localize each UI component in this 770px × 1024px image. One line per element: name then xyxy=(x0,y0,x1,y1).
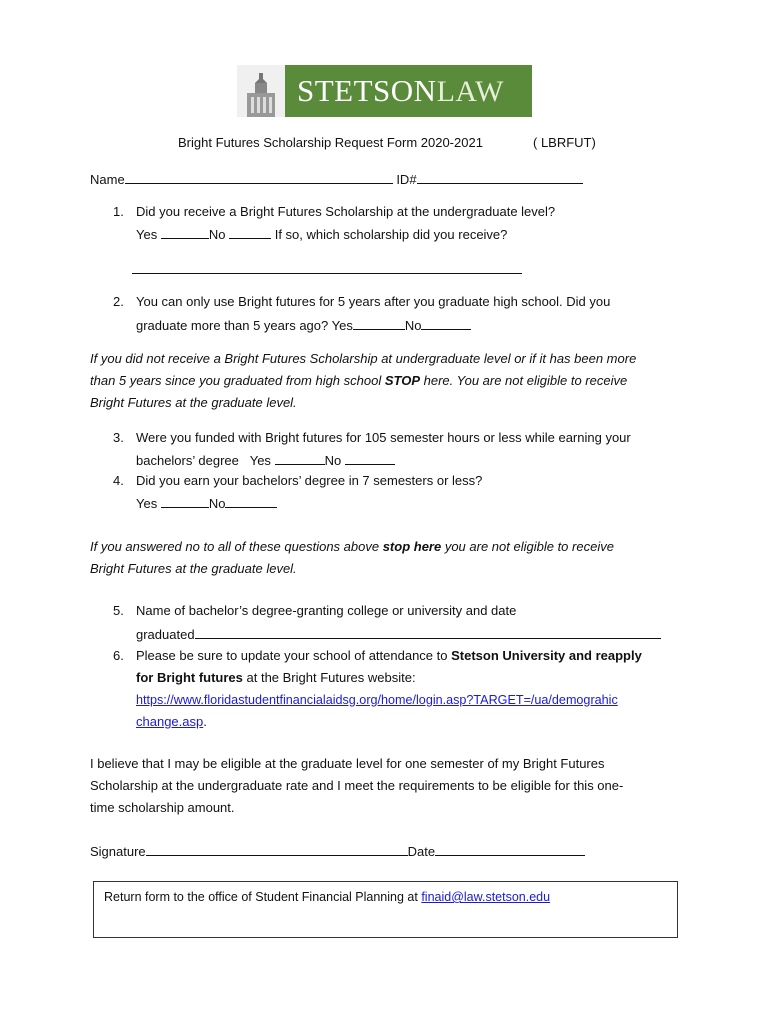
notice2-line1-post: you are not eligible to receive xyxy=(441,539,614,554)
signature-row xyxy=(90,843,585,860)
q3-answer-row xyxy=(136,452,395,469)
q6-line1-pre: Please be sure to update your school of attendance to xyxy=(136,648,452,663)
signature-field[interactable] xyxy=(146,843,408,856)
notice1-line3: Bright Futures at the graduate level. xyxy=(90,395,297,410)
q1-answer-row xyxy=(136,226,507,243)
q2-answer-row xyxy=(136,317,471,334)
q5-number: 5. xyxy=(113,603,124,618)
q2-yes-field[interactable] xyxy=(353,317,405,330)
notice1-line2 xyxy=(90,373,627,389)
statement-line1: I believe that I may be eligible at the graduate level for one semester of my Bright Futures xyxy=(90,756,605,771)
q1-no-field[interactable] xyxy=(229,226,271,239)
q6-line1 xyxy=(136,648,642,664)
id-label: ID# xyxy=(396,172,417,187)
q5-answer-row xyxy=(136,626,661,643)
notice2-stop-here: stop here xyxy=(382,539,442,554)
q1-yes-field[interactable] xyxy=(161,226,209,239)
q6-line1-bold: Stetson University and reapply xyxy=(451,648,642,663)
return-text-label: Return form to the office of Student Financial Planning at xyxy=(104,890,422,904)
q5-line2: graduated xyxy=(136,627,195,642)
notice1-line1: If you did not receive a Bright Futures Scholarship at undergraduate level or if it has been more xyxy=(90,351,637,366)
q2-number: 2. xyxy=(113,294,124,309)
q3-no-field[interactable] xyxy=(345,452,395,465)
q3-no-label: No xyxy=(324,453,342,468)
q4-yes-label: Yes xyxy=(136,496,158,511)
notice1-line2-pre: than 5 years since you graduated from high school xyxy=(90,373,385,388)
q3-number: 3. xyxy=(113,430,124,445)
return-text xyxy=(104,889,550,905)
name-field[interactable] xyxy=(125,171,393,184)
q6-line2-bold: for Bright futures xyxy=(136,670,243,685)
finaid-email-link[interactable]: finaid@law.stetson.edu xyxy=(421,890,551,904)
signature-label: Signature xyxy=(90,844,146,859)
q4-yes-field[interactable] xyxy=(161,495,209,508)
q6-url-trail: . xyxy=(203,714,207,729)
notice1-stop: STOP xyxy=(384,373,421,388)
date-field[interactable] xyxy=(435,843,585,856)
q3-line1: Were you funded with Bright futures for 105 semester hours or less while earning your xyxy=(136,430,631,445)
notice2-line2: Bright Futures at the graduate level. xyxy=(90,561,297,576)
q3-yes-field[interactable] xyxy=(275,452,325,465)
form-code: ( LBRFUT) xyxy=(533,135,596,150)
q4-answer-row xyxy=(136,495,277,512)
q1-no-label: No xyxy=(208,227,226,242)
bright-futures-link-continued[interactable]: change.asp xyxy=(136,714,204,729)
form-title: Bright Futures Scholarship Request Form 2020-2021 xyxy=(178,135,483,150)
q4-no-label: No xyxy=(208,496,226,511)
notice2-line1 xyxy=(90,539,614,555)
notice2-line1-pre: If you answered no to all of these questions above xyxy=(90,539,383,554)
q3-yes-label: Yes xyxy=(249,453,271,468)
q1-scholarship-field[interactable] xyxy=(132,273,522,274)
q6-url-line2 xyxy=(136,714,207,730)
name-label: Name xyxy=(90,172,125,187)
q3-line2: bachelors’ degree xyxy=(136,453,239,468)
building-icon xyxy=(237,65,285,117)
id-field[interactable] xyxy=(417,171,583,184)
q4-number: 4. xyxy=(113,473,124,488)
q4-question: Did you earn your bachelors’ degree in 7 semesters or less? xyxy=(136,473,483,488)
logo-wordmark: STETSONLAW xyxy=(297,73,504,108)
q1-yes-label: Yes xyxy=(136,227,158,242)
q1-followup: If so, which scholarship did you receive? xyxy=(274,227,508,242)
q1-question: Did you receive a Bright Futures Scholarship at the undergraduate level? xyxy=(136,204,556,219)
statement-line2: Scholarship at the undergraduate rate and I meet the requirements to be eligible for this one- xyxy=(90,778,624,793)
q6-number: 6. xyxy=(113,648,124,663)
q6-url-line1 xyxy=(136,692,618,708)
q4-no-field[interactable] xyxy=(225,495,277,508)
name-id-row xyxy=(90,171,583,188)
date-label: Date xyxy=(407,844,436,859)
q2-line2: graduate more than 5 years ago? Yes xyxy=(136,318,353,333)
notice1-line2-post: here. You are not eligible to receive xyxy=(420,373,628,388)
q2-line1: You can only use Bright futures for 5 years after you graduate high school. Did you xyxy=(136,294,611,309)
q2-no-label: No xyxy=(404,318,422,333)
q6-line2-post: at the Bright Futures website: xyxy=(242,670,416,685)
stetson-law-logo xyxy=(237,65,532,117)
bright-futures-link[interactable]: https://www.floridastudentfinancialaidsg.org/home/login.asp?TARGET=/ua/demograhic xyxy=(136,693,618,707)
q1-number: 1. xyxy=(113,204,124,219)
q5-college-field[interactable] xyxy=(195,626,661,639)
statement-line3: time scholarship amount. xyxy=(90,800,235,815)
q2-no-field[interactable] xyxy=(421,317,471,330)
q5-line1: Name of bachelor’s degree-granting college or university and date xyxy=(136,603,517,618)
q6-line2 xyxy=(136,670,416,686)
